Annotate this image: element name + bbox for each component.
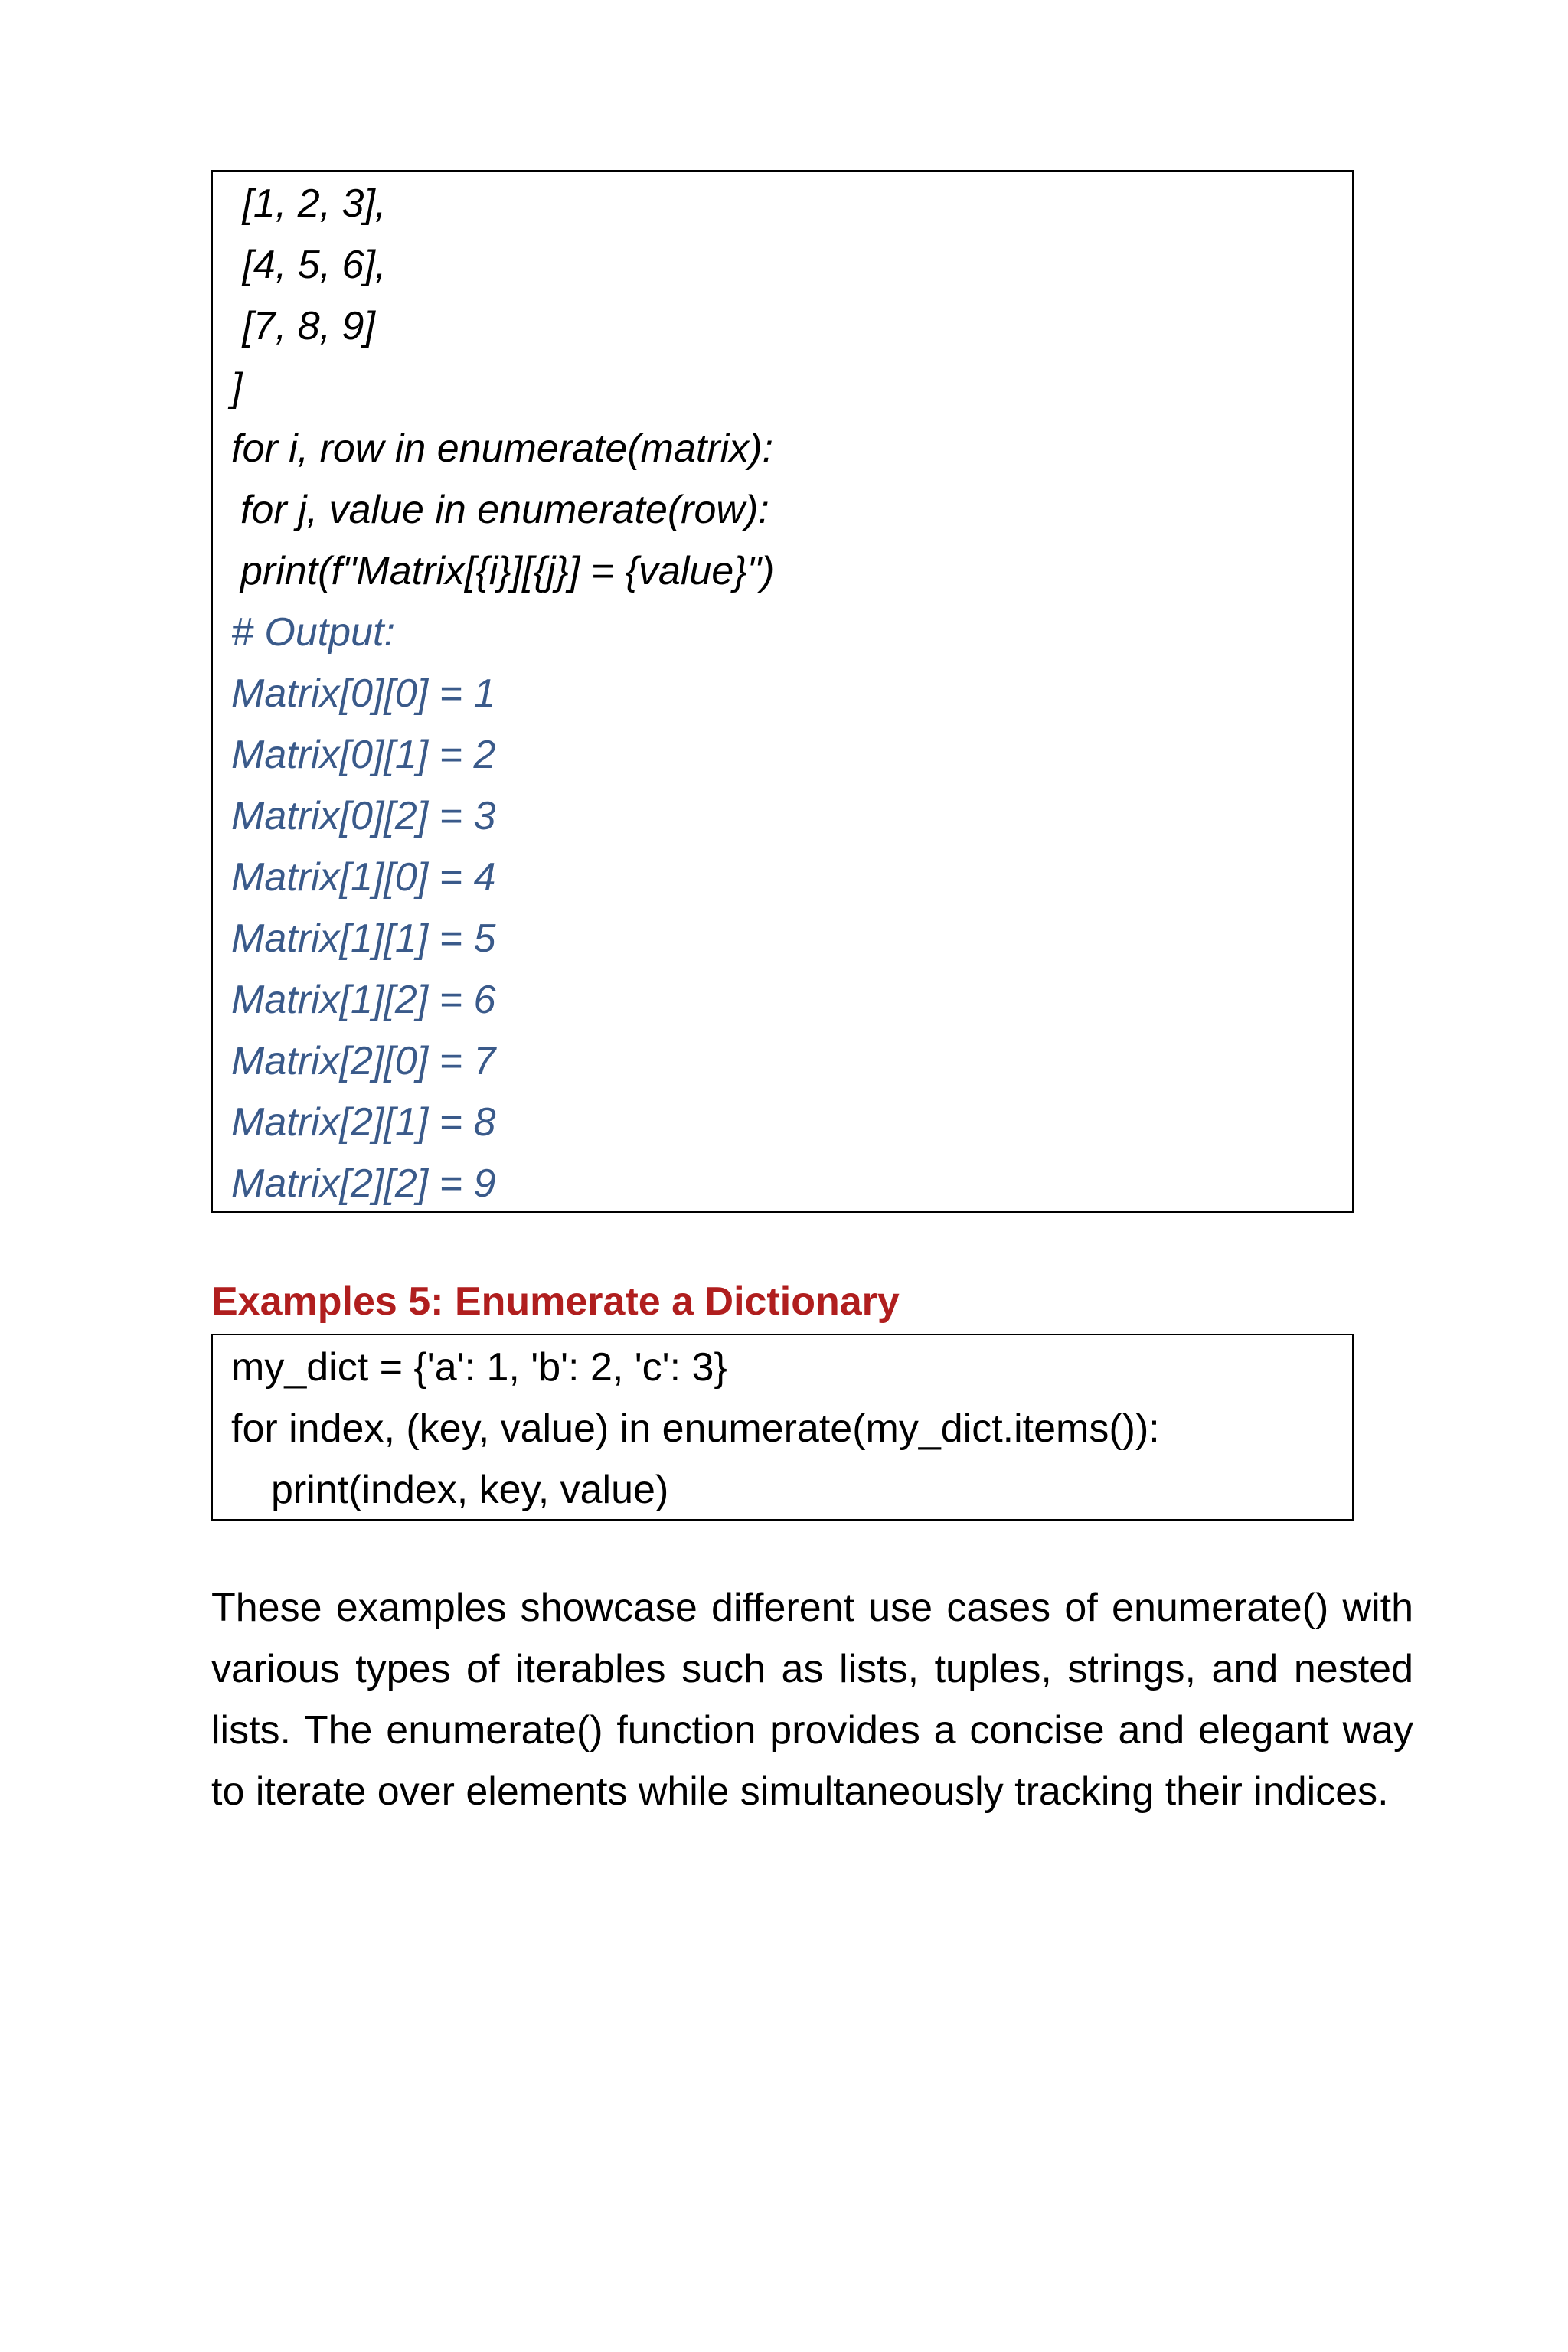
- code-line-close-bracket: ]: [231, 365, 243, 410]
- output-line: Matrix[0][0] = 1: [231, 671, 496, 716]
- code-line-dict-print: print(index, key, value): [271, 1468, 669, 1512]
- output-line: Matrix[1][1] = 5: [231, 916, 496, 961]
- output-line: Matrix[2][0] = 7: [231, 1039, 496, 1083]
- code-line-print: print(f"Matrix[{i}][{j}] = {value}"): [240, 549, 775, 593]
- section-heading-example-5: Examples 5: Enumerate a Dictionary: [211, 1279, 900, 1324]
- dictionary-code-block: [211, 1334, 1354, 1521]
- output-comment: # Output:: [231, 610, 395, 655]
- code-line-row-1: [1, 2, 3],: [231, 181, 387, 226]
- summary-paragraph: These examples showcase different use cases of enumerate() with various types of iterables such as lists, tuples, strings, and nested lists. The enumerate() function provides a concise and elegant way to iterate over elements while simultaneously tracking their indices.: [211, 1586, 1413, 1814]
- code-line-inner-loop: for j, value in enumerate(row):: [240, 488, 769, 532]
- code-line-row-2: [4, 5, 6],: [231, 243, 387, 287]
- output-line: Matrix[0][1] = 2: [231, 733, 496, 777]
- code-line-dict-loop: for index, (key, value) in enumerate(my_dict.items()):: [231, 1406, 1160, 1451]
- code-line-dict-definition: my_dict = {'a': 1, 'b': 2, 'c': 3}: [231, 1345, 727, 1390]
- output-line: Matrix[2][1] = 8: [231, 1100, 496, 1145]
- code-line-outer-loop: for i, row in enumerate(matrix):: [231, 426, 773, 471]
- output-line: Matrix[1][0] = 4: [231, 855, 496, 900]
- output-line: Matrix[2][2] = 9: [231, 1161, 496, 1206]
- output-line: Matrix[1][2] = 6: [231, 978, 496, 1022]
- output-line: Matrix[0][2] = 3: [231, 794, 496, 838]
- matrix-code-block: [211, 170, 1354, 1213]
- code-line-row-3: [7, 8, 9]: [231, 304, 375, 348]
